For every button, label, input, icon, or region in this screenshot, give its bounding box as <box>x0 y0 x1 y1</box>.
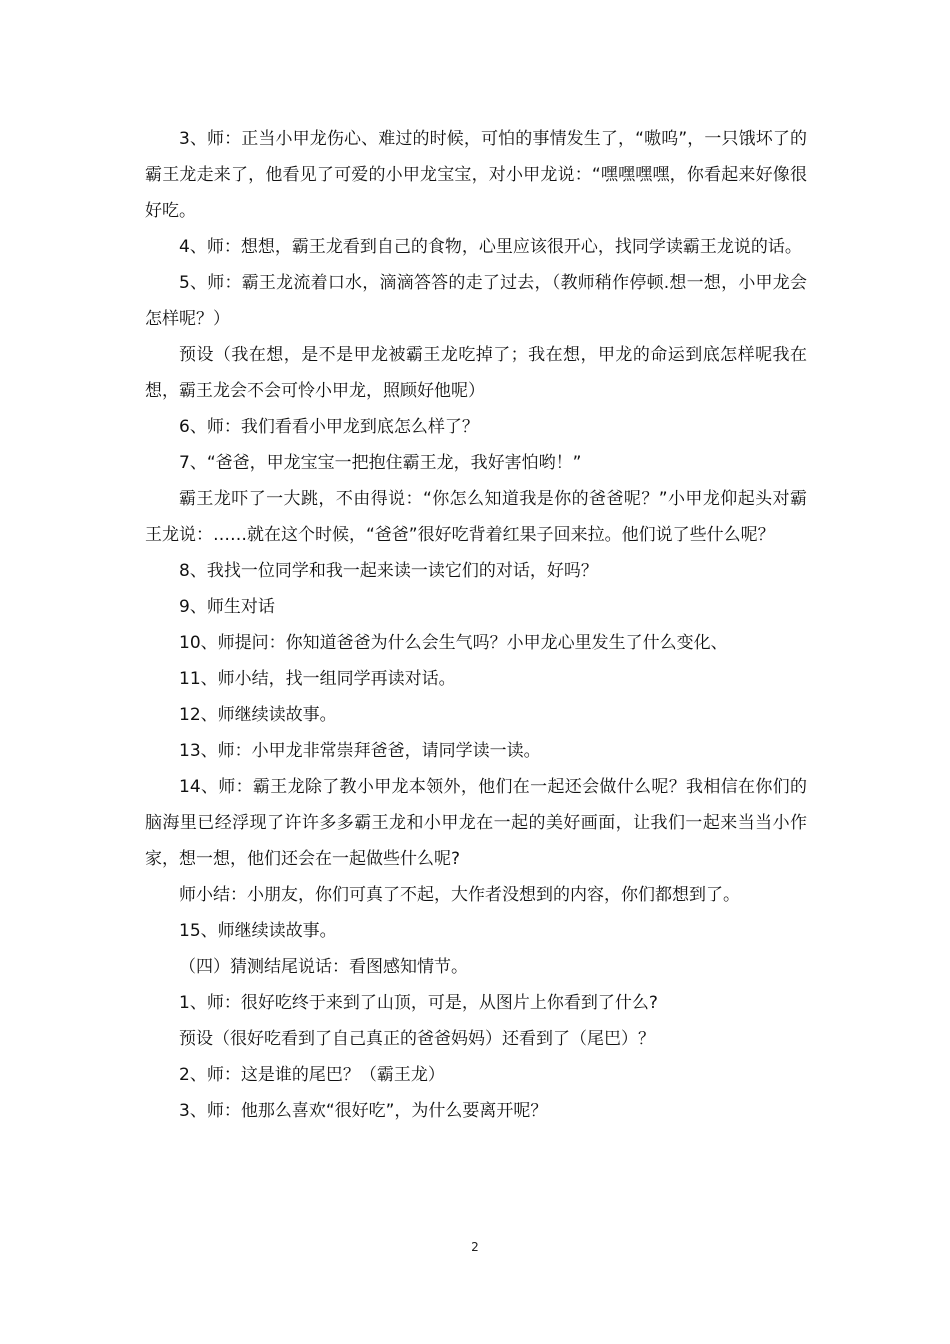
paragraph: 预设（我在想，是不是甲龙被霸王龙吃掉了；我在想，甲龙的命运到底怎样呢我在想，霸王龙会不会可怜小甲龙，照顾好他呢） <box>145 345 807 401</box>
paragraph: 5、师：霸王龙流着口水，滴滴答答的走了过去，（教师稍作停顿.想一想，小甲龙会怎样呢？） <box>145 273 807 329</box>
paragraph: 14、师：霸王龙除了教小甲龙本领外，他们在一起还会做什么呢？我相信在你们的脑海里已经浮现了许许多多霸王龙和小甲龙在一起的美好画面，让我们一起来当当小作家，想一想，他们还会在一起做些什么呢? <box>145 777 807 869</box>
paragraph: 8、我找一位同学和我一起来读一读它们的对话，好吗？ <box>179 561 598 581</box>
paragraph: 师小结：小朋友，你们可真了不起，大作者没想到的内容，你们都想到了。 <box>179 885 740 905</box>
paragraph: 11、师小结，找一组同学再读对话。 <box>179 669 456 689</box>
paragraph: 3、师：正当小甲龙伤心、难过的时候，可怕的事情发生了，“嗷呜”，一只饿坏了的霸王龙走来了，他看见了可爱的小甲龙宝宝，对小甲龙说：“嘿嘿嘿嘿，你看起来好像很好吃。 <box>145 129 807 221</box>
section-heading: （四）猜测结尾说话：看图感知情节。 <box>179 957 468 977</box>
document-body <box>145 121 807 1129</box>
paragraph: 15、师继续读故事。 <box>179 921 337 941</box>
paragraph: 3、师：他那么喜欢“很好吃”，为什么要离开呢？ <box>179 1101 548 1121</box>
paragraph: 9、师生对话 <box>179 597 275 617</box>
paragraph: 霸王龙吓了一大跳，不由得说：“你怎么知道我是你的爸爸呢？”小甲龙仰起头对霸王龙说：……就在这个时候，“爸爸”很好吃背着红果子回来拉。他们说了些什么呢？ <box>145 489 807 545</box>
paragraph: 1、师：很好吃终于来到了山顶，可是，从图片上你看到了什么? <box>179 993 658 1013</box>
paragraph: 7、“爸爸，甲龙宝宝一把抱住霸王龙，我好害怕哟！” <box>179 453 582 473</box>
paragraph: 6、师：我们看看小甲龙到底怎么样了？ <box>179 417 479 437</box>
paragraph: 2、师：这是谁的尾巴？（霸王龙） <box>179 1065 445 1085</box>
page-number: 2 <box>471 1240 479 1254</box>
paragraph: 13、师：小甲龙非常崇拜爸爸，请同学读一读。 <box>179 741 541 761</box>
paragraph: 10、师提问：你知道爸爸为什么会生气吗？小甲龙心里发生了什么变化、 <box>179 633 728 653</box>
paragraph: 12、师继续读故事。 <box>179 705 337 725</box>
paragraph: 4、师：想想，霸王龙看到自己的食物，心里应该很开心，找同学读霸王龙说的话。 <box>179 237 802 257</box>
paragraph: 预设（很好吃看到了自己真正的爸爸妈妈）还看到了（尾巴）？ <box>179 1029 655 1049</box>
